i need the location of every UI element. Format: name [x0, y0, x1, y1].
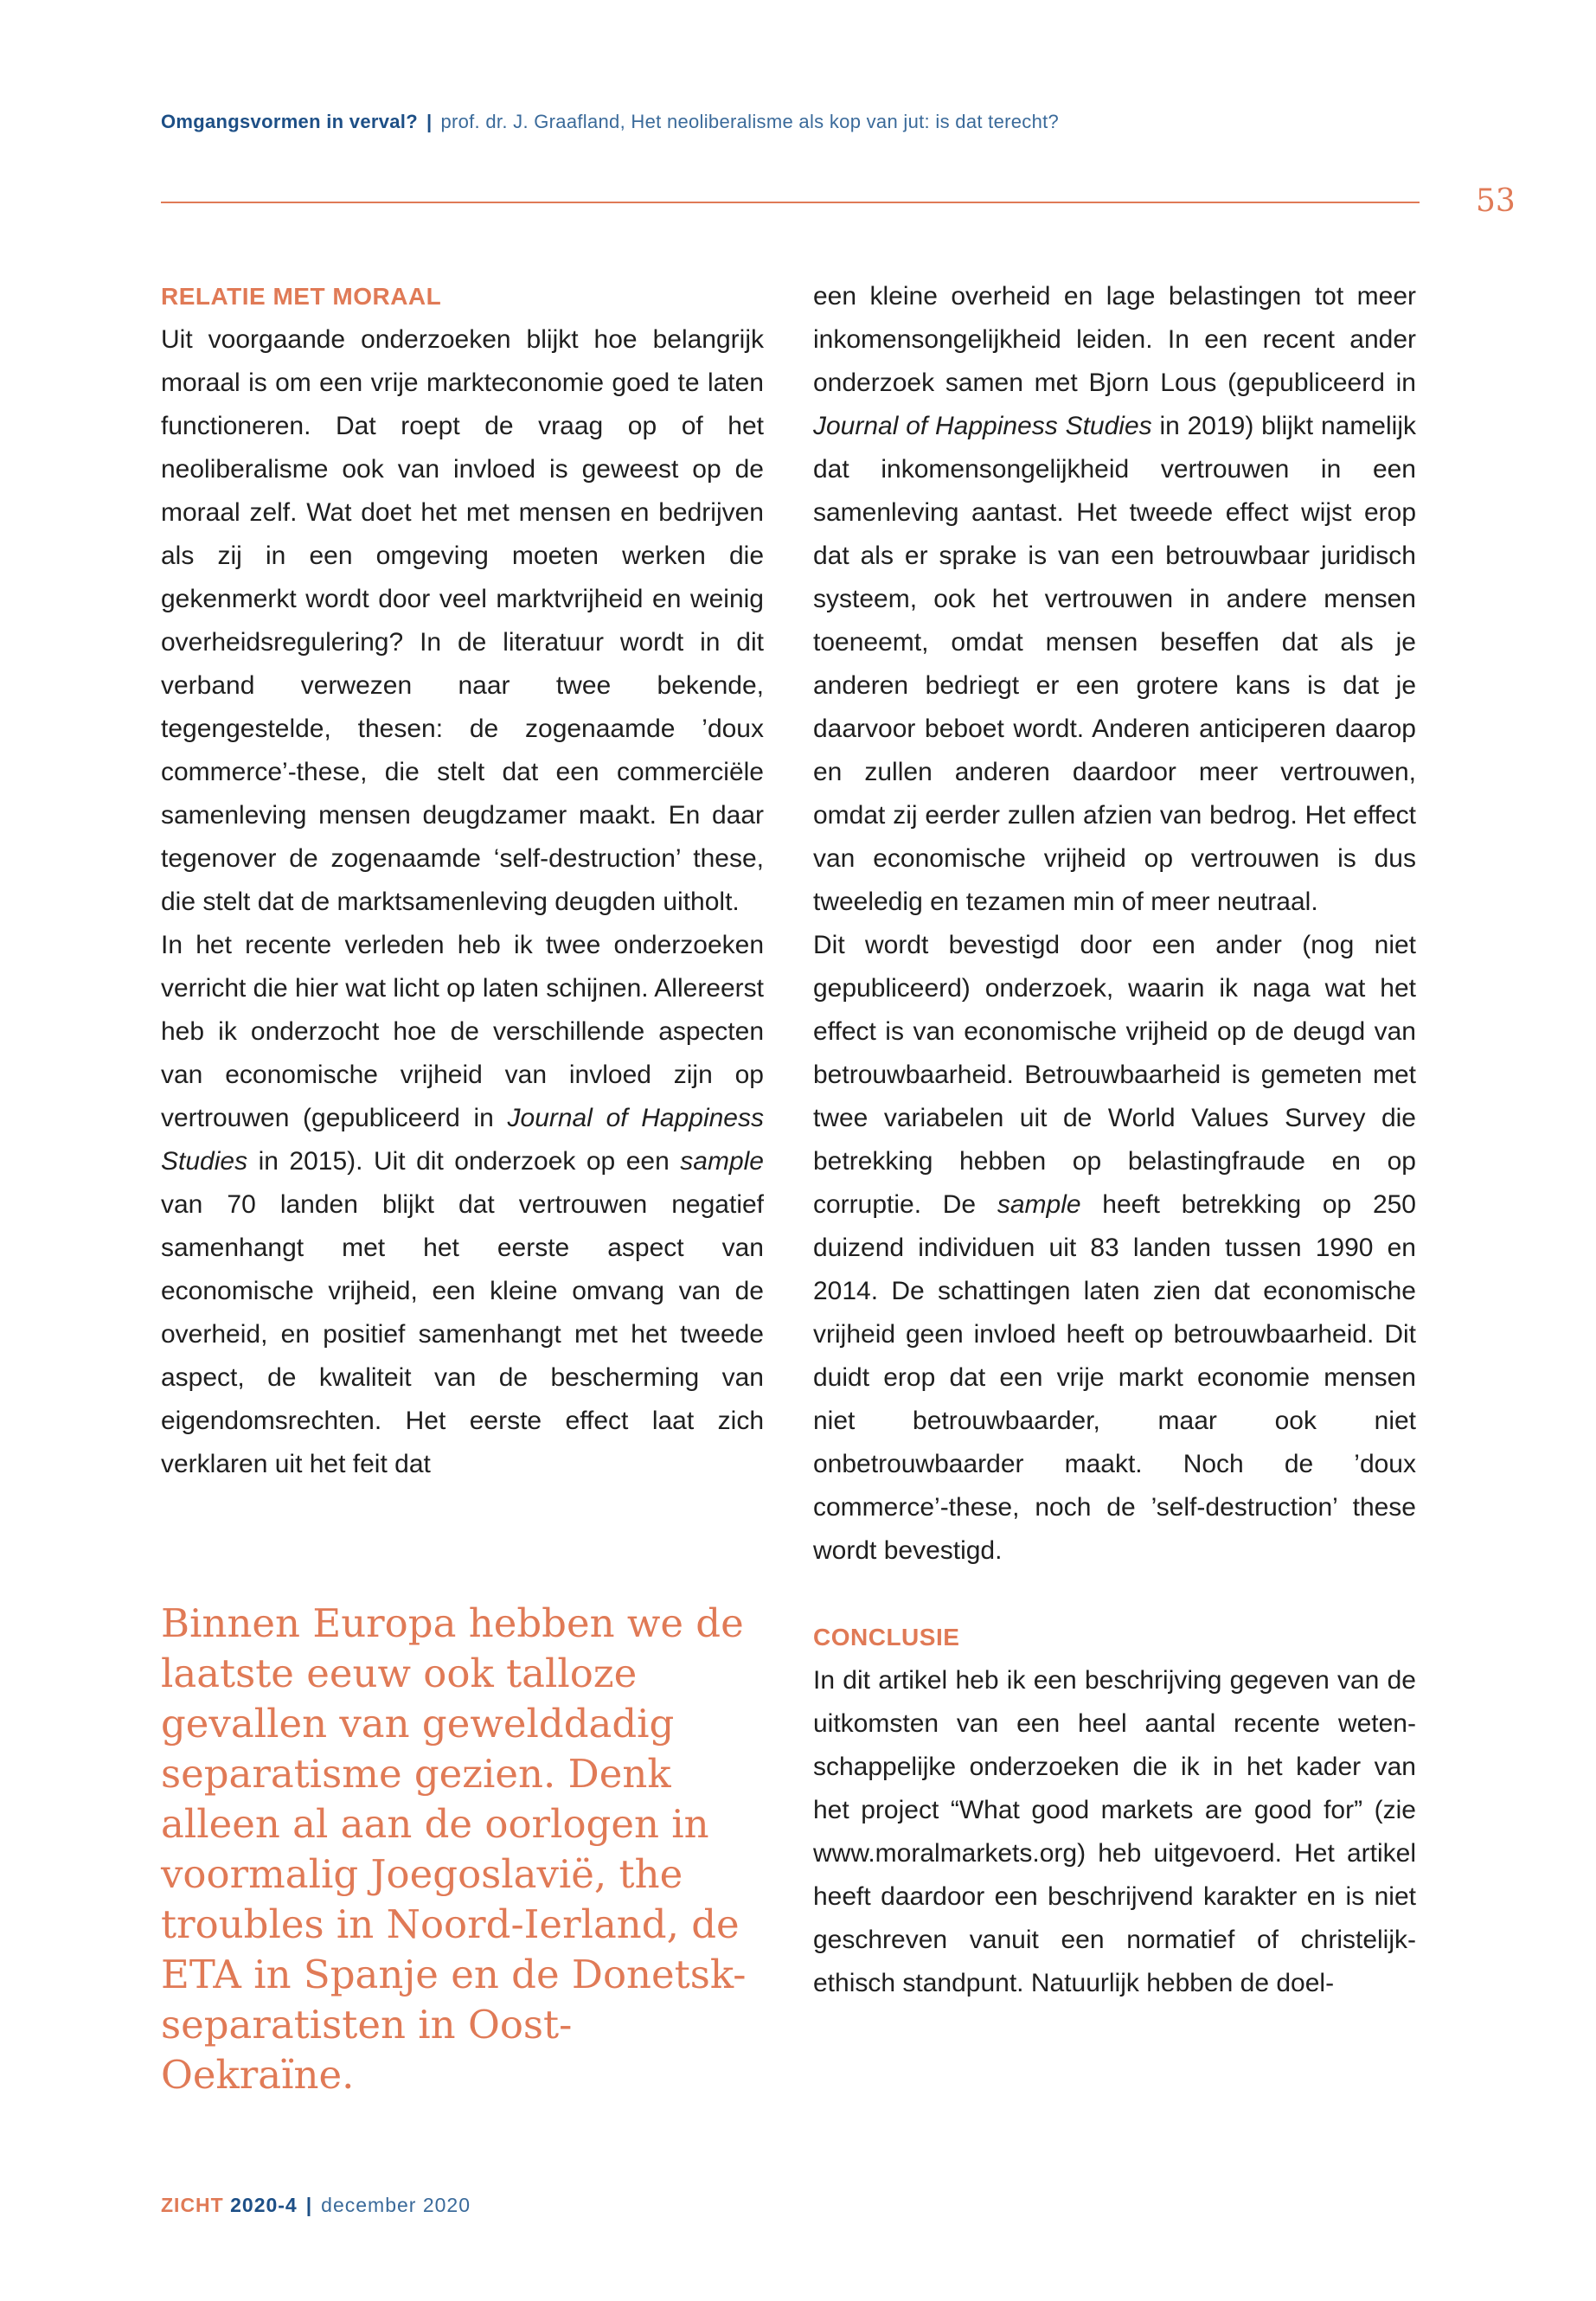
text-run: Dit wordt bevestigd door een ander (nog niet gepubliceerd) onderzoek, waarin ik naga wat het effect is van economische vrijheid op de deugd van betrouwbaarheid. Betrouwbaarheid is gemeten met twee variabelen uit de World Values Survey die betrekking hebben op belastingfraude en op corruptie. De — [813, 931, 1416, 1219]
section-heading-conclusie: CONCLUSIE — [813, 1624, 960, 1650]
italic-journal-title: Journal of Happiness Studies — [161, 1104, 764, 1176]
body-paragraph: In dit artikel heb ik een beschrijving gegeven van de uitkomsten van een heel aantal recente wetenschappelijke onderzoeken die ik in het kader van het project “What good markets are good for” (zie www.moralmarkets.org) heb uitgevoerd. Het artikel heeft daardoor een beschrijvend karakter en is niet geschreven vanuit een normatief of christelijk-ethisch standpunt. Natuurlijk hebben de doel- — [813, 1666, 1416, 1997]
header-rule — [161, 202, 1420, 203]
text-run: In het recente verleden heb ik twee onderzoeken verricht die hier wat licht op laten schijnen. Allereerst heb ik onderzocht hoe de verschillende aspecten van economische vrijheid van invloed zijn op vertrouwen (gepubliceerd in — [161, 931, 765, 1132]
text-run: in 2015). Uit dit onderzoek op een — [247, 1147, 681, 1176]
section-heading-relatie-met-moraal: RELATIE MET MORAAL — [161, 283, 442, 310]
text-run: een kleine overheid en lage belastingen tot meer inkomensongelijkheid leiden. In een recent ander onderzoek samen met Bjorn Lous (gepubliceerd in — [813, 282, 1416, 397]
right-column — [813, 275, 1416, 2005]
header-article-title: prof. dr. J. Graafland, Het neoliberalisme als kop van jut: is dat terecht? — [440, 111, 1060, 132]
body-paragraph — [161, 924, 764, 1486]
italic-journal-title: Journal of Happiness Studies — [813, 412, 1152, 440]
body-paragraph: Uit voorgaande onderzoeken blijkt hoe belangrijk moraal is om een vrije markteconomie goed te laten functioneren. Dat roept de vraag op of het neoliberalisme ook van invloed is geweest op de moraal zelf. Wat doet het met mensen en bedrijven als zij in een omgeving moeten werken die gekenmerkt wordt door veel marktvrijheid en weinig overheidsregulering? In de literatuur wordt in dit verband verwezen naar twee bekende, tegengestelde, thesen: de zogenaamde ’doux commerce’-these, die stelt dat een commerciële samenleving mensen deugdzamer maakt. En daar tegenover de zogenaamde ‘self-destruction’ these, die stelt dat de marktsamenleving deugden uitholt. — [161, 325, 764, 916]
text-run: van 70 landen blijkt dat vertrouwen negatief samenhangt met het eerste aspect van economische vrijheid, een kleine omvang van de overheid, en positief samenhangt met het tweede aspect, de kwaliteit van de bescherming van eigendomsrechten. Het eerste effect laat zich verklaren uit het feit dat — [161, 1190, 764, 1478]
header-series-title: Omgangsvormen in verval? — [161, 111, 418, 132]
body-paragraph — [813, 275, 1416, 924]
body-paragraph — [813, 924, 1416, 1573]
italic-term-sample: sample — [680, 1147, 764, 1176]
footer-magazine: ZICHT — [161, 2194, 224, 2216]
text-run: heeft betrekking op 250 duizend individuen uit 83 landen tussen 1990 en 2014. De schattingen laten zien dat economische vrijheid geen invloed heeft op betrouwbaarheid. Dit duidt erop dat een vrije markt economie mensen niet betrouwbaarder, maar ook niet onbetrouwbaarder maakt. Noch de ’doux commerce’-these, noch de ’self-destruction’ these wordt bevestigd. — [813, 1190, 1416, 1565]
footer-separator: | — [305, 2194, 313, 2216]
header-separator: | — [426, 111, 433, 132]
page-number: 53 — [1476, 183, 1516, 219]
left-column — [161, 275, 764, 1486]
footer-issue: 2020-4 — [230, 2194, 298, 2216]
footer — [161, 2194, 471, 2217]
footer-date: december 2020 — [321, 2194, 471, 2216]
running-header — [161, 111, 1059, 133]
pull-quote: Binnen Europa hebben we de laatste eeuw ook talloze gevallen van gewelddadig separatisme gezien. Denk alleen al aan de oorlogen in voormalig Joegoslavië, the troubles in Noord-Ierland, de ETA in Spanje en de Donetsk-separatisten in Oost-Oekraïne. — [161, 1600, 747, 2098]
text-run: in 2019) blijkt namelijk dat inkomensongelijkheid vertrouwen in een samenleving aantast. Het tweede effect wijst erop dat als er sprake is van een betrouwbaar juridisch systeem, ook het vertrouwen in andere mensen toeneemt, omdat mensen beseffen dat als je anderen bedriegt er een grotere kans is dat je daarvoor beboet wordt. Anderen anticiperen daarop en zullen anderen daardoor meer vertrouwen, omdat zij eerder zullen afzien van bedrog. Het effect van economische vrijheid op vertrouwen is dus tweeledig en tezamen min of meer neutraal. — [813, 412, 1416, 916]
italic-term-sample: sample — [997, 1190, 1081, 1219]
